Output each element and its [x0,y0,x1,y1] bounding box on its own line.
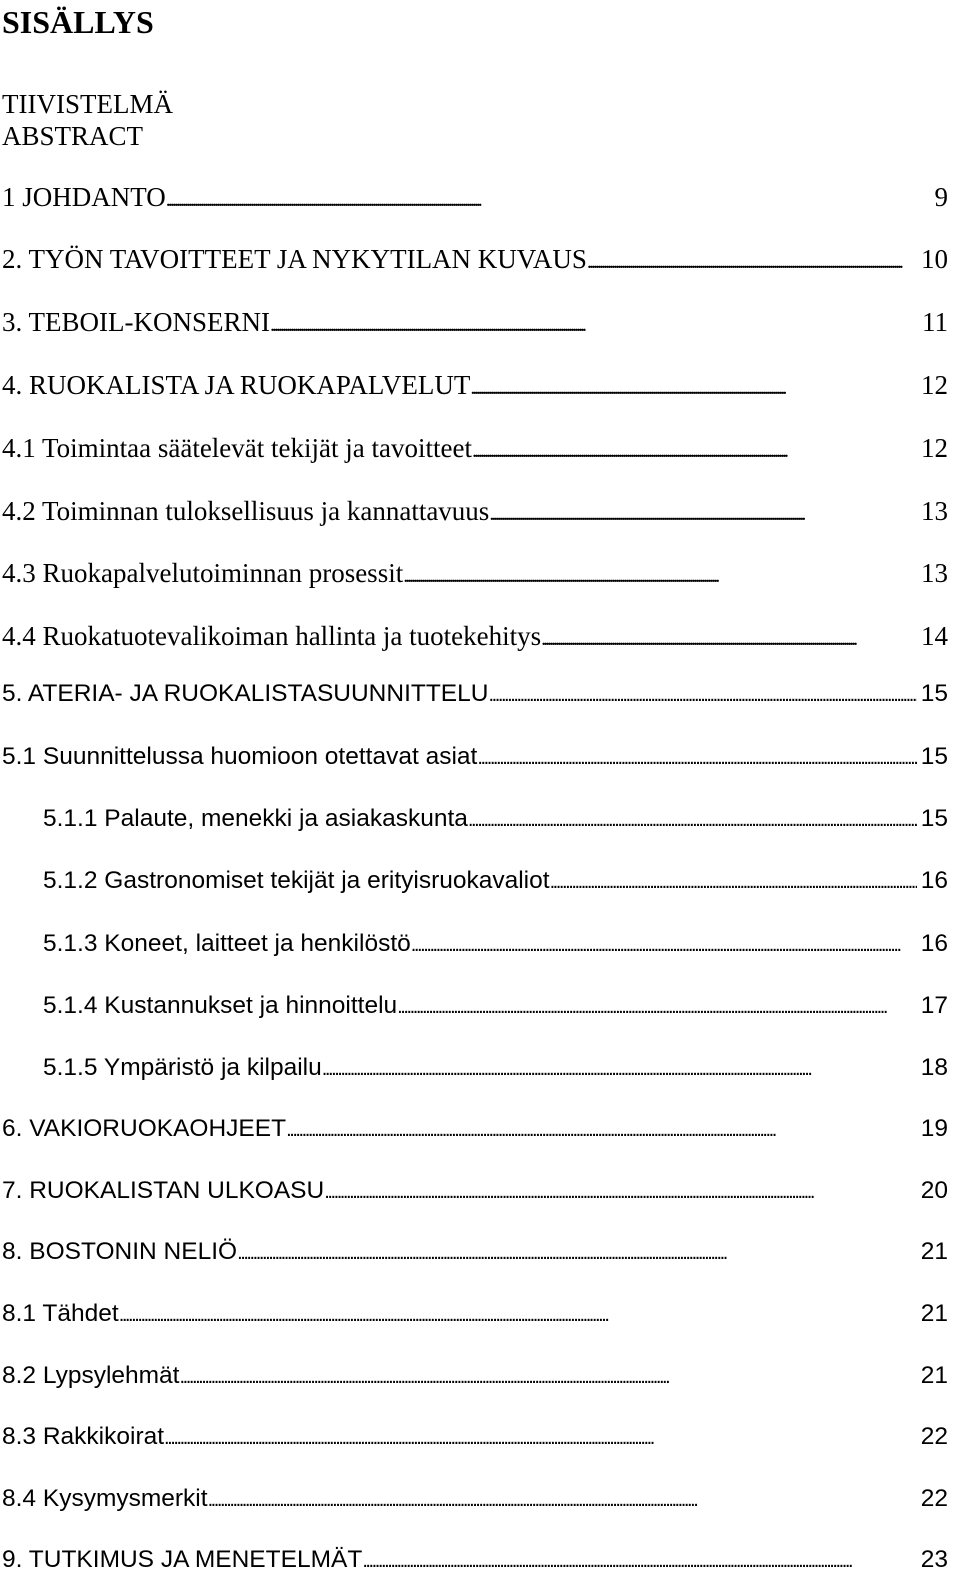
toc-entry-label: 8.1 Tähdet [2,1300,119,1327]
toc-leader-dots [468,803,917,837]
toc-entry[interactable] [43,927,948,961]
toc-leader-dots [472,434,917,468]
toc-entry[interactable] [2,368,948,402]
toc-entry-page: 9 [934,182,948,212]
toc-leader-dots [286,1113,917,1147]
toc-entry-label: 8.4 Kysymysmerkit [2,1485,208,1512]
toc-leader-dots [470,371,917,405]
toc-entry-page: 13 [921,558,948,588]
toc-entry-page: 12 [921,370,948,400]
toc-entry-page: 14 [921,621,948,651]
toc-entry-label: 4.2 Toiminnan tuloksellisuus ja kannattavuus [2,496,490,526]
toc-entry-label: 7. RUOKALISTAN ULKOASU [2,1177,325,1204]
toc-entry[interactable] [2,1297,948,1331]
toc-entry[interactable] [2,1112,948,1146]
toc-entry-label: 4. RUOKALISTA JA RUOKAPALVELUT [2,370,471,400]
toc-leader-dots [550,865,917,899]
toc-entry-label: 6. VAKIORUOKAOHJEET [2,1115,287,1142]
toc-leader-dots [166,183,931,217]
toc-entry[interactable] [2,1174,948,1208]
toc-entry-label: 8.2 Lypsylehmät [2,1362,180,1389]
toc-entry-page: 19 [920,1115,948,1142]
toc-entry[interactable] [2,677,948,711]
toc-entry-label: 5.1.3 Koneet, laitteet ja henkilöstö [43,930,411,957]
toc-entry[interactable] [43,989,948,1023]
toc-leader-dots [164,1421,917,1455]
toc-entry-label: 5.1.1 Palaute, menekki ja asiakaskunta [43,805,468,832]
toc-entry[interactable] [2,180,948,214]
toc-entry-page: 15 [920,680,948,707]
toc-entry-page: 16 [920,867,948,894]
toc-entry-label: 5.1.2 Gastronomiset tekijät ja erityisruokavaliot [43,867,550,894]
toc-leader-dots [362,1544,916,1578]
toc-entry-page: 15 [920,743,948,770]
toc-entry-label: 8.3 Rakkikoirat [2,1423,165,1450]
toc-entry-label: 8. BOSTONIN NELIÖ [2,1238,238,1265]
toc-entry[interactable] [2,494,948,528]
toc-entry[interactable] [2,1482,948,1516]
toc-leader-dots [587,245,917,279]
toc-front-abstract-en: ABSTRACT [2,121,144,151]
toc-leader-dots [270,308,918,342]
toc-entry-label: 9. TUTKIMUS JA MENETELMÄT [2,1546,363,1573]
toc-entry[interactable] [43,802,948,836]
toc-entry[interactable] [2,305,948,339]
toc-leader-dots [237,1236,917,1270]
toc-entry-page: 10 [921,244,948,274]
toc-entry-page: 21 [920,1300,948,1327]
toc-leader-dots [322,1052,917,1086]
toc-entry[interactable] [43,1051,948,1085]
toc-leader-dots [541,622,917,656]
toc-entry-label: 3. TEBOIL-KONSERNI [2,307,270,337]
toc-entry-page: 12 [921,433,948,463]
toc-entry-page: 22 [920,1485,948,1512]
toc-leader-dots [488,678,916,712]
toc-entry[interactable] [43,864,948,898]
toc-entry-page: 16 [920,930,948,957]
toc-entry-page: 21 [920,1238,948,1265]
toc-entry-page: 11 [922,307,948,337]
toc-entry-label: 4.4 Ruokatuotevalikoiman hallinta ja tuotekehitys [2,621,542,651]
toc-entry-page: 21 [920,1362,948,1389]
toc-entry[interactable] [2,431,948,465]
toc-leader-dots [208,1483,917,1517]
toc-entry-label: 4.1 Toimintaa säätelevät tekijät ja tavoitteet [2,433,472,463]
toc-leader-dots [119,1298,917,1332]
toc-front-abstract-fi: TIIVISTELMÄ [2,89,173,119]
toc-title: SISÄLLYS [2,4,154,40]
toc-entry-page: 13 [921,496,948,526]
toc-entry[interactable] [2,242,948,276]
toc-entry[interactable] [2,619,948,653]
toc-leader-dots [477,741,916,775]
toc-entry-label: 5.1.4 Kustannukset ja hinnoittelu [43,992,398,1019]
toc-leader-dots [403,559,917,593]
toc-entry-page: 22 [920,1423,948,1450]
toc-entry-label: 2. TYÖN TAVOITTEET JA NYKYTILAN KUVAUS [2,244,587,274]
toc-entry-label: 5.1.5 Ympäristö ja kilpailu [43,1054,322,1081]
toc-entry-label: 5.1 Suunnittelussa huomioon otettavat asiat [2,743,478,770]
toc-entry-label: 4.3 Ruokapalvelutoiminnan prosessit [2,558,404,588]
toc-entry-page: 20 [920,1177,948,1204]
toc-entry-page: 15 [920,805,948,832]
toc-leader-dots [489,497,917,531]
toc-entry[interactable] [2,556,948,590]
toc-entry[interactable] [2,1543,948,1577]
toc-entry[interactable] [2,1235,948,1269]
toc-entry[interactable] [2,1420,948,1454]
toc-entry[interactable] [2,1359,948,1393]
toc-entry-label: 1 JOHDANTO [2,182,166,212]
toc-entry-page: 17 [920,992,948,1019]
toc-leader-dots [397,990,917,1024]
toc-entry[interactable] [2,740,948,774]
toc-entry-label: 5. ATERIA- JA RUOKALISTASUUNNITTELU [2,680,489,707]
toc-leader-dots [180,1360,917,1394]
toc-entry-page: 18 [920,1054,948,1081]
toc-entry-page: 23 [920,1546,948,1573]
toc-leader-dots [411,928,917,962]
toc-leader-dots [324,1175,917,1209]
